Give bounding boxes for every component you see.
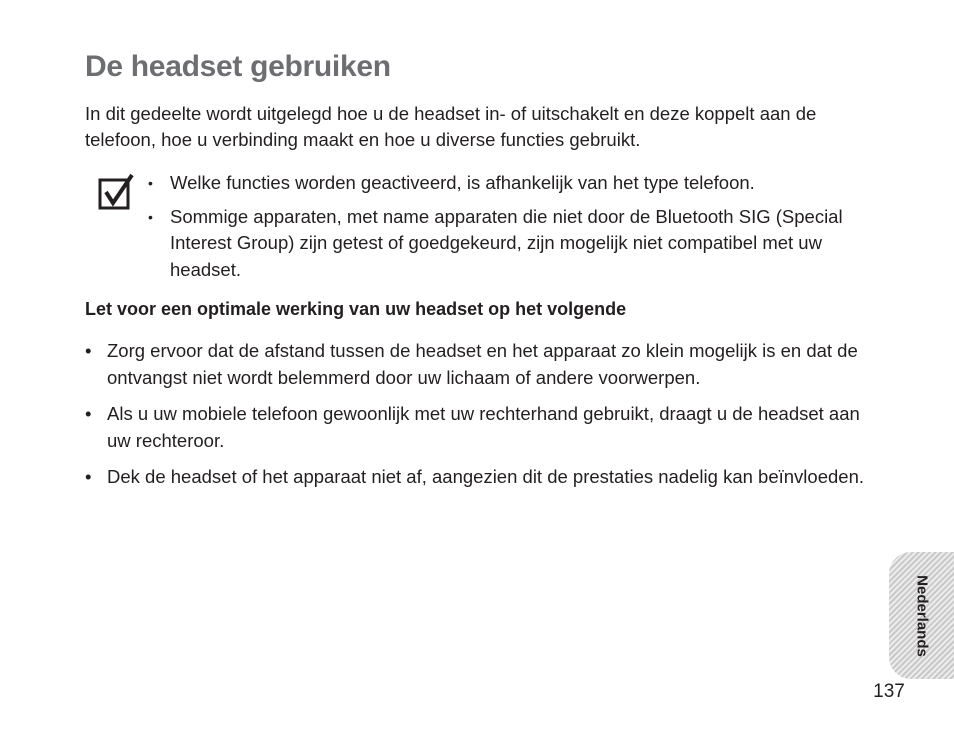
tips-list [85, 338, 885, 501]
check-box-icon [98, 172, 136, 212]
page-title: De headset gebruiken [85, 50, 391, 83]
language-tab-label: Nederlands [913, 574, 930, 657]
list-item: • Dek de headset of het apparaat niet af, aangezien dit de prestaties nadelig kan beïnvloeden. [85, 464, 885, 491]
language-tab [889, 552, 954, 679]
section-heading: Let voor een optimale werking van uw headset op het volgende [85, 299, 627, 319]
note-item: • Welke functies worden geactiveerd, is afhankelijk van het type telefoon. [148, 170, 848, 197]
page-number: 137 [873, 681, 905, 702]
list-item: • Als u uw mobiele telefoon gewoonlijk met uw rechterhand gebruikt, draagt u de headset aan uw rechteroor. [85, 401, 885, 454]
note-list [148, 170, 848, 290]
list-item: • Zorg ervoor dat de afstand tussen de headset en het apparaat zo klein mogelijk is en dat de ontvangst niet wordt belemmerd door uw lichaam of andere voorwerpen. [85, 338, 885, 391]
intro-paragraph: In dit gedeelte wordt uitgelegd hoe u de headset in- of uitschakelt en deze koppelt aan de telefoon, hoe u verbinding maakt en hoe u diverse functies gebruikt. [85, 103, 817, 150]
note-item: • Sommige apparaten, met name apparaten die niet door de Bluetooth SIG (Special Interest Group) zijn getest of goedgekeurd, zijn mogelijk niet compatibel met uw headset. [148, 204, 848, 284]
